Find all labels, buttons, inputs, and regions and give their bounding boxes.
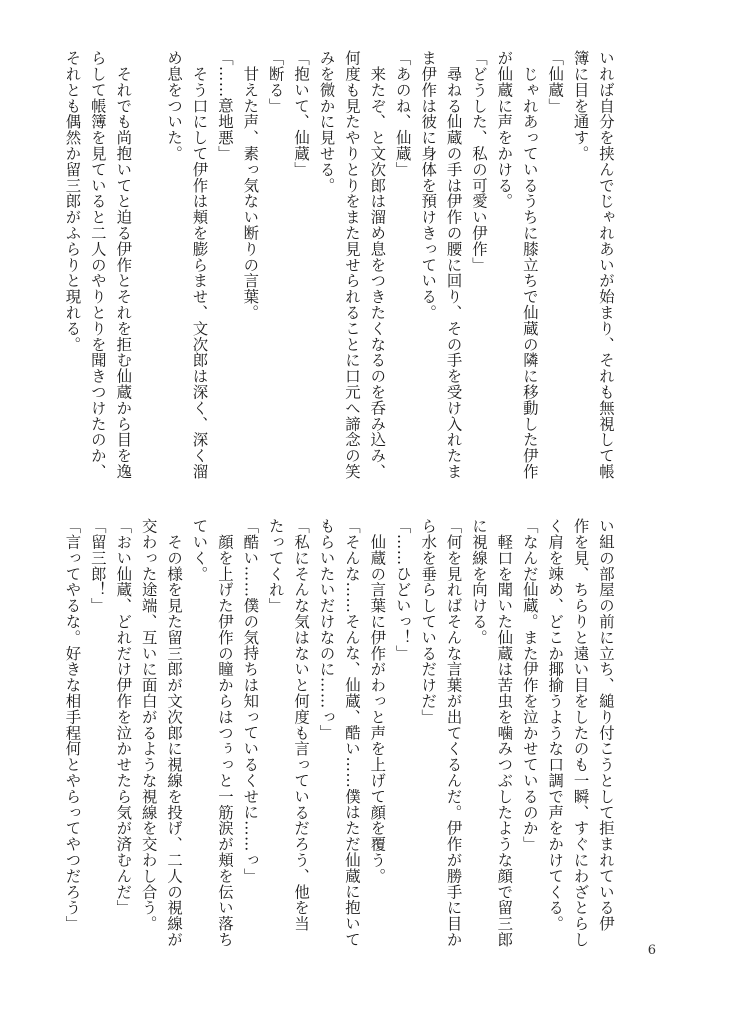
text-line: 軽口を聞いた仙蔵は苦虫を噛みつぶしたような顔で留三郎 (495, 518, 514, 948)
text-line: 「そんな……そんな、仙蔵、酷い……僕はただ仙蔵に抱いて (342, 518, 361, 948)
text-line: らして帳簿を見ていると二人のやりとりを聞きつけたのか、 (88, 50, 107, 480)
text-block-top (63, 50, 618, 490)
text-line: それでも尚抱いてと迫る伊作とそれを拒む仙蔵から目を逸 (114, 50, 133, 480)
text-line: い組の部屋の前に立ち、縋り付こうとして拒まれている伊 (597, 518, 615, 932)
text-line (135, 50, 160, 490)
text-line: 「言ってやるな。好きな相手程何とやらってやつだろう」 (63, 518, 82, 932)
page-number: 6 (647, 943, 656, 958)
text-line: 尋ねる仙蔵の手は伊作の腰に回り、その手を受け入れたま (444, 50, 463, 480)
text-line: 「なんだ仙蔵。また伊作を泣かせているのか」 (520, 518, 539, 852)
text-line: 甘えた声、素っ気ない断りの言葉。 (241, 50, 260, 321)
text-line: 顔を上げた伊作の瞳からはつぅっと一筋涙が頬を伝い落ち (215, 518, 234, 948)
text-line: 「仙蔵」 (546, 50, 565, 114)
text-line: に視線を向ける。 (469, 518, 488, 646)
text-line: 「……ひどいっ！」 (393, 518, 412, 662)
text-line: 「あのね、仙蔵」 (393, 50, 412, 178)
text-line: たってくれ」 (266, 518, 285, 614)
text-line: その様を見た留三郎が文次郎に視線を投げ、二人の視線が (165, 518, 184, 948)
text-line: 来たぞ、と文次郎は溜め息をつきたくなるのを呑み込み、 (368, 50, 387, 480)
text-line: 作を見、ちらりと遠い目をしたのも一瞬、すぐにわざとらし (571, 518, 590, 948)
text-line: それとも偶然か留三郎がふらりと現れる。 (63, 50, 82, 353)
text-line: じゃれあっているうちに膝立ちで仙蔵の隣に移動した伊作 (520, 50, 539, 480)
text-line: 「断る」 (266, 50, 285, 114)
text-line: 「私にそんな気はないと何度も言っているだろう、他を当 (292, 518, 311, 932)
text-line: 仙蔵の言葉に伊作がわっと声を上げて顔を覆う。 (368, 518, 387, 884)
text-line: もらいたいだけなのに……っ」 (317, 518, 336, 741)
text-block-bottom (63, 518, 618, 948)
text-line: 「どうした、私の可愛い伊作」 (469, 50, 488, 273)
text-line: いれば自分を挟んでじゃれあいが始まり、それも無視して帳 (597, 50, 615, 480)
text-line: ら水を垂らしているだけだ」 (419, 518, 438, 725)
text-line: 「抱いて、仙蔵」 (292, 50, 311, 178)
text-line: 「……意地悪」 (215, 50, 234, 162)
text-line: が仙蔵に声をかける。 (495, 50, 514, 209)
text-line: ていく。 (190, 518, 209, 582)
text-line: 「何を見ればそんな言葉が出てくるんだ。伊作が勝手に目か (444, 518, 463, 948)
text-line: 交わった途端、互いに面白がるような視線を交わし合う。 (139, 518, 158, 932)
text-line: 何度も見たやりとりをまた見せられることに口元へ諦念の笑 (342, 50, 361, 480)
text-line: め息をついた。 (165, 50, 184, 162)
text-line: みを微かに見せる。 (317, 50, 336, 194)
text-line: 「おい仙蔵、どれだけ伊作を泣かせたら気が済むんだ」 (114, 518, 133, 916)
text-line: そう口にして伊作は頬を膨らませ、文次郎は深く、深く溜 (190, 50, 209, 480)
text-line: ま伊作は彼に身体を預けきっている。 (419, 50, 438, 321)
text-line: 「酷い……僕の気持ちは知っているくせに……っ」 (241, 518, 260, 884)
text-line: 「留三郎！」 (88, 518, 107, 614)
text-line: 簿に目を通す。 (571, 50, 590, 162)
text-line: く肩を竦め、どこか揶揄うような口調で声をかけてくる。 (546, 518, 565, 932)
